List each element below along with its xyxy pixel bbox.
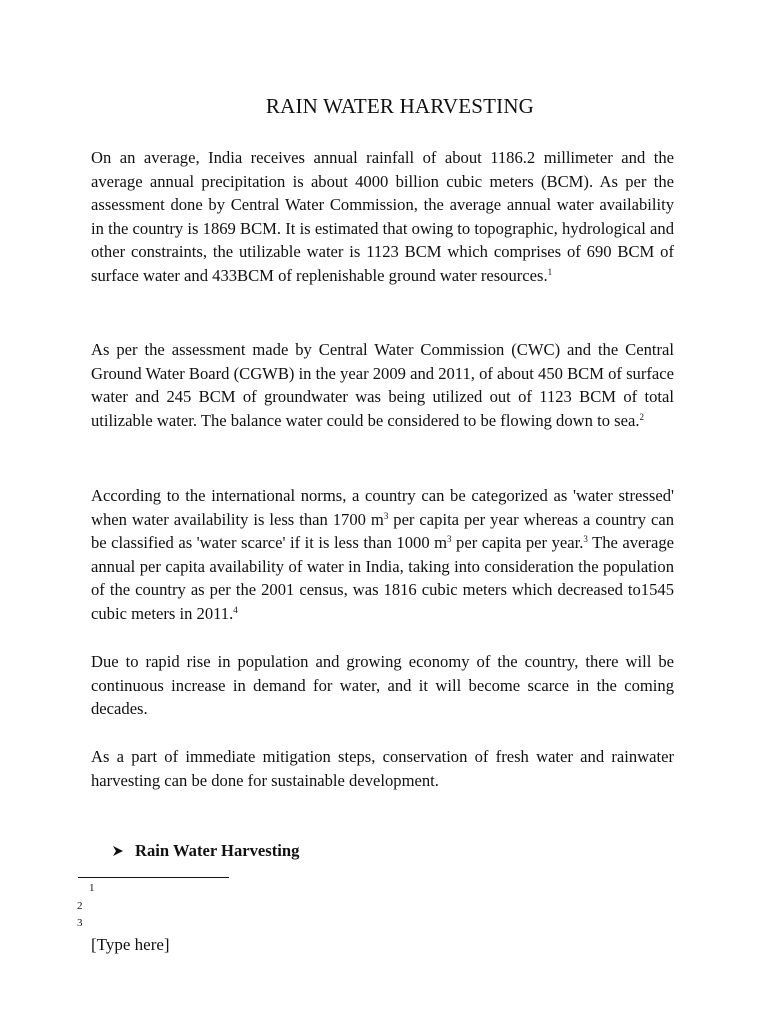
paragraph-text: On an average, India receives annual rainfall of about 1186.2 millimeter and the average annual precipitation is about 4000 billion cubic meters (BCM). As per the assessment done by Central Water Commission, the average annual water availability in the country is 1869 BCM. It is estimated that owing to topographic, hydrological and other constraints, the utilizable water is 1123 BCM which comprises of 690 BCM of surface water and 433BCM of replenishable ground water resources. — [91, 148, 674, 285]
paragraph-text: per capita per year. — [451, 533, 584, 552]
footnote-number: 2 — [77, 900, 83, 912]
footnote-separator — [78, 877, 229, 878]
footnote-ref: 3 — [583, 534, 588, 544]
paragraph-text: According to the international norms, a country can be categorized as 'water stressed' when water availability is less than 1700 m — [91, 486, 674, 529]
superscript: 3 — [383, 510, 389, 521]
document-title: RAIN WATER HARVESTING — [265, 94, 535, 118]
section-heading-label: Rain Water Harvesting — [135, 841, 300, 860]
footnote-ref: 2 — [639, 411, 644, 422]
footnote-ref: 1 — [547, 266, 553, 277]
footnote-number: 3 — [77, 917, 83, 929]
footer-placeholder[interactable]: [Type here] — [91, 935, 170, 954]
paragraph-cwc-assessment — [91, 338, 674, 432]
footnote-number: 1 — [89, 882, 95, 894]
paragraph-mitigation: As a part of immediate mitigation steps, conservation of fresh water and rainwater harvesting can be done for sustainable development. — [91, 747, 674, 790]
arrowhead-bullet-icon — [112, 845, 124, 857]
paragraph-text: per capita per year whereas a country can be classified as 'water scarce' if it is less than 1000 m — [91, 509, 674, 552]
paragraph-rainfall — [91, 146, 674, 287]
paragraph-population-growth: Due to rapid rise in population and growing economy of the country, there will be continuous increase in demand for water, and it will become scarce in the coming decades. — [91, 652, 674, 718]
superscript: 3 — [447, 534, 452, 544]
paragraph-text: The average annual per capita availability of water in India, taking into consideration the population of the country as per the 2001 census, was 1816 cubic meters which decreased to1545 cubic meters in 2011. — [91, 533, 674, 623]
footnote-ref: 4 — [233, 604, 238, 615]
paragraph-text: As per the assessment made by Central Water Commission (CWC) and the Central Ground Water Board (CGWB) in the year 2009 and 2011, of about 450 BCM of surface water and 245 BCM of groundwater was being utilized out of 1123 BCM of total utilizable water. The balance water could be considered to be flowing down to sea. — [91, 340, 675, 430]
section-heading — [112, 841, 299, 861]
paragraph-international-norms — [91, 484, 674, 625]
